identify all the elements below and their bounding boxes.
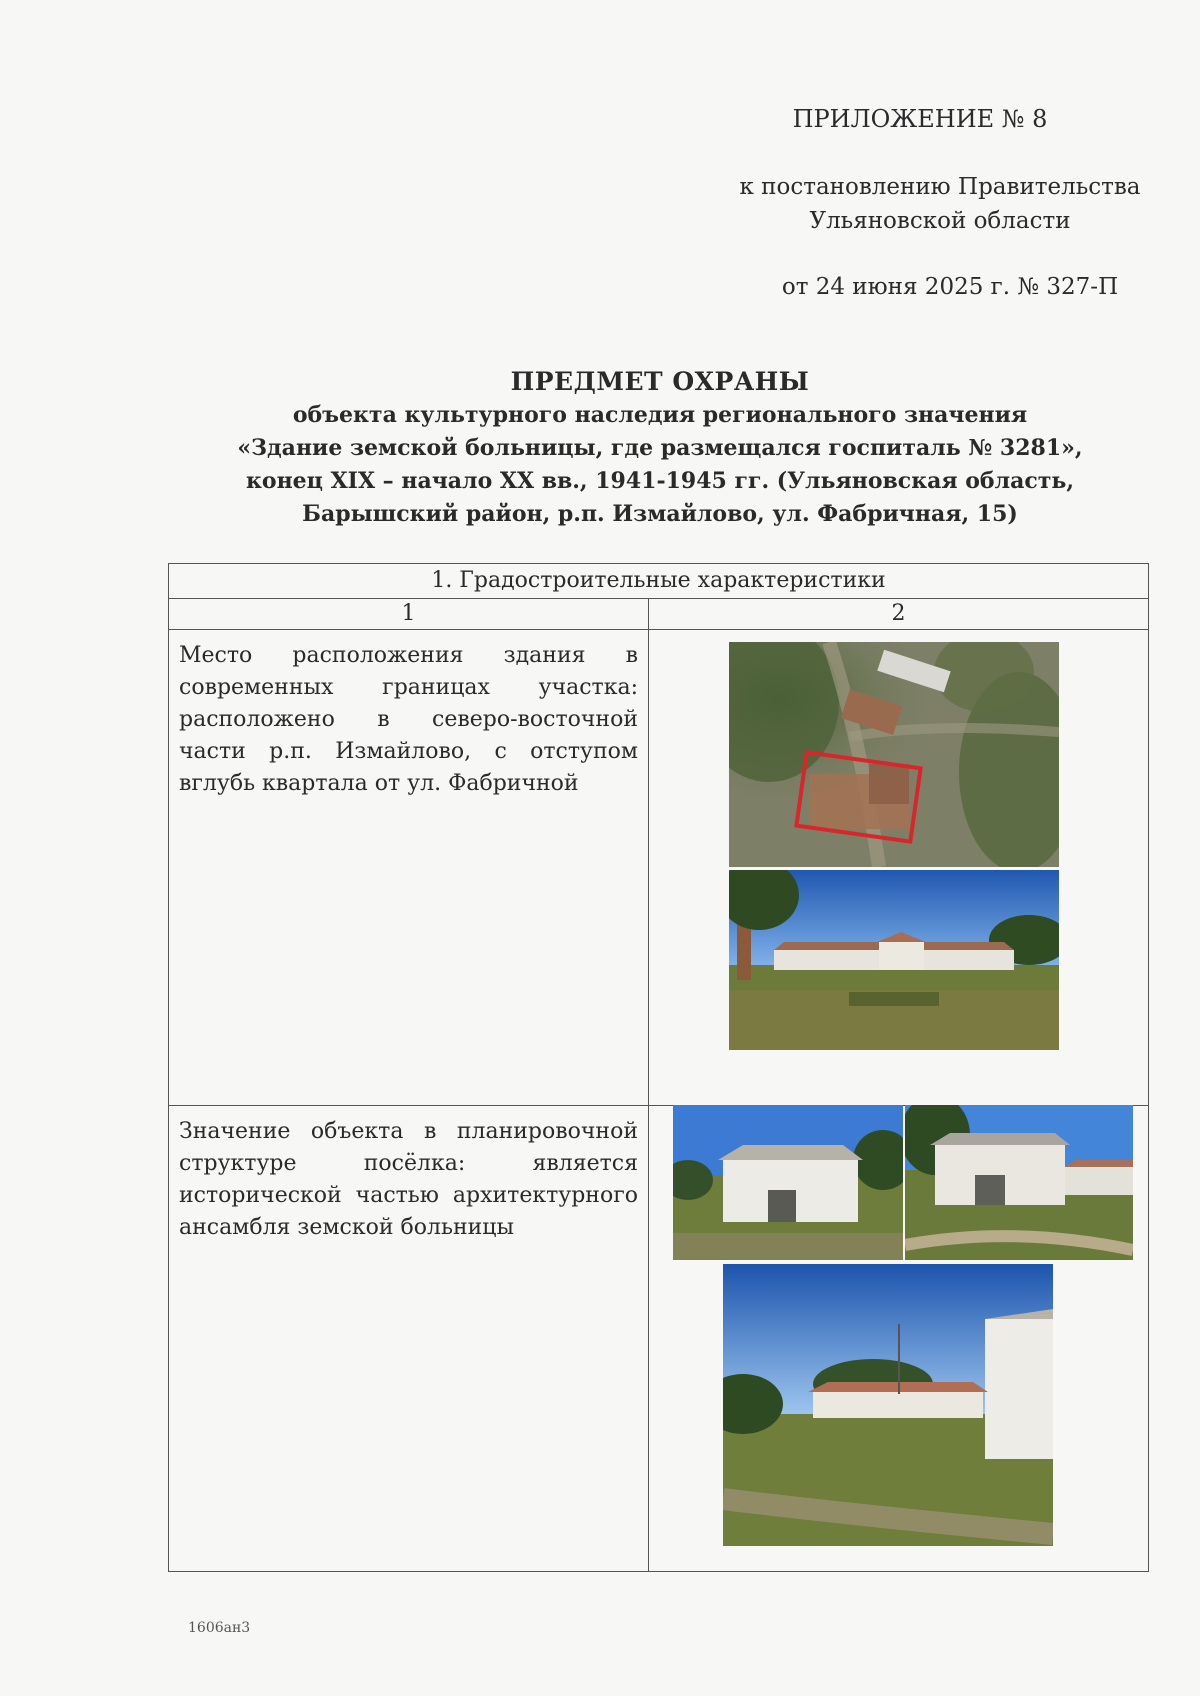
row-description: Место расположения здания в современных границах участка: расположено в северо-восточной части р.п. Измайлово, с отступом вглубь квартала от ул. Фабричной: [169, 630, 649, 1106]
section-heading-row: [169, 564, 1149, 599]
table-row: [169, 1106, 1149, 1572]
row-description: Значение объекта в планировочной структуре посёлка: является исторической частью архитектурного ансамбля земской больницы: [169, 1106, 649, 1572]
decree-line-1: к постановлению Правительства: [739, 174, 1141, 200]
decree-line-2: Ульяновской области: [809, 208, 1071, 234]
hospital-ensemble-photo: [723, 1264, 1053, 1546]
title-line-2: «Здание земской больницы, где размещался госпиталь № 3281»,: [237, 435, 1083, 461]
decree-reference: [720, 170, 1160, 238]
protection-table: [168, 563, 1149, 1572]
title-main: ПРЕДМЕТ ОХРАНЫ: [510, 367, 810, 396]
document-title: [220, 365, 1100, 531]
hospital-wide-photo: [729, 870, 1059, 1050]
building-side-photo: [905, 1105, 1133, 1260]
decree-date: от 24 июня 2025 г. № 327-П: [781, 274, 1119, 300]
row-photos: [649, 1106, 1149, 1572]
title-line-1: объекта культурного наследия регионального значения: [292, 402, 1028, 428]
title-line-4: Барышский район, р.п. Измайлово, ул. Фабричная, 15): [302, 501, 1018, 527]
section-heading: 1. Градостроительные характеристики: [169, 564, 1149, 599]
column-number-2: 2: [649, 599, 1149, 630]
aerial-site-photo: [729, 642, 1059, 867]
row-photos: [649, 630, 1149, 1106]
column-number-row: [169, 599, 1149, 630]
title-line-3: конец XIX – начало XX вв., 1941-1945 гг. (Ульяновская область,: [246, 468, 1074, 494]
appendix-number: ПРИЛОЖЕНИЕ № 8: [792, 105, 1048, 133]
building-front-photo: [673, 1105, 903, 1260]
table-row: [169, 630, 1149, 1106]
page-code: 1606ан3: [188, 1620, 251, 1636]
column-number-1: 1: [169, 599, 649, 630]
